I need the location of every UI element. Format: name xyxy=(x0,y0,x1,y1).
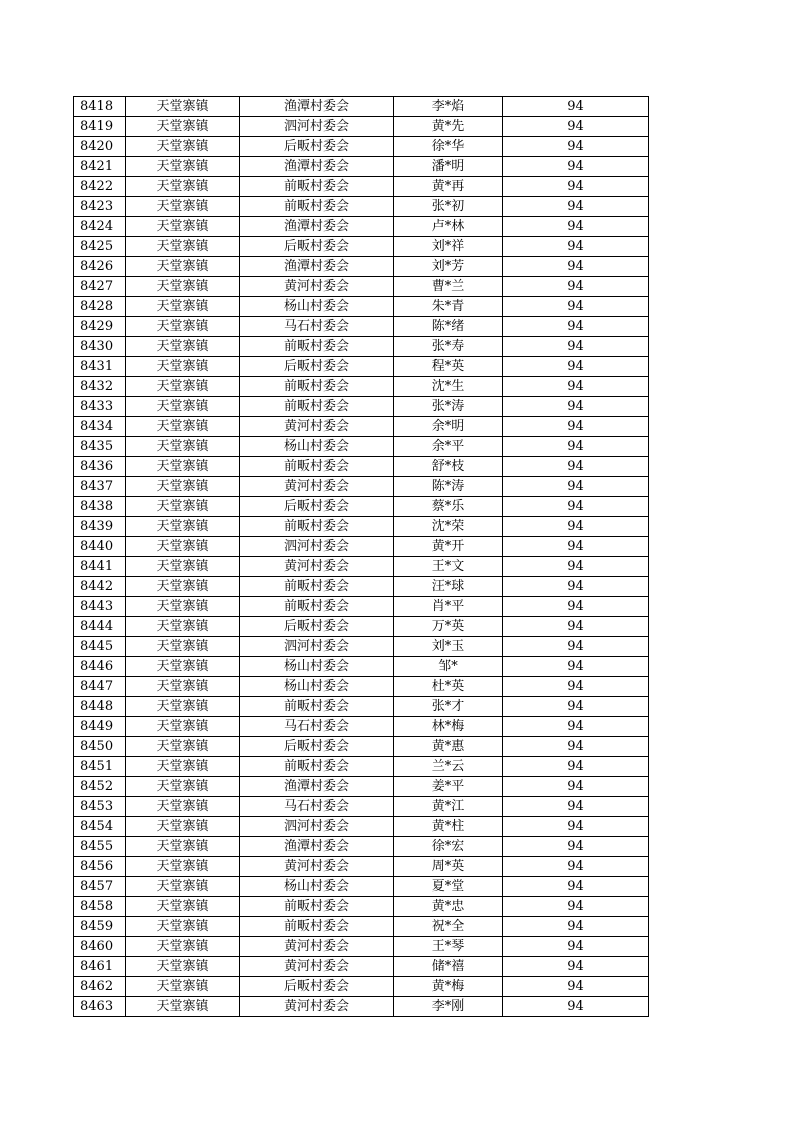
person-name-cell: 夏*堂 xyxy=(394,877,503,897)
score-cell: 94 xyxy=(503,717,649,737)
town-cell: 天堂寨镇 xyxy=(126,397,240,417)
village-committee-cell: 前畈村委会 xyxy=(240,397,394,417)
score-cell: 94 xyxy=(503,537,649,557)
row-number-cell: 8448 xyxy=(74,697,126,717)
row-number-cell: 8449 xyxy=(74,717,126,737)
village-committee-cell: 后畈村委会 xyxy=(240,497,394,517)
table-row xyxy=(74,437,649,457)
person-name-cell: 黄*开 xyxy=(394,537,503,557)
village-committee-cell: 黄河村委会 xyxy=(240,857,394,877)
score-cell: 94 xyxy=(503,157,649,177)
table-row xyxy=(74,477,649,497)
village-committee-cell: 渔潭村委会 xyxy=(240,157,394,177)
score-cell: 94 xyxy=(503,277,649,297)
row-number-cell: 8451 xyxy=(74,757,126,777)
village-committee-cell: 后畈村委会 xyxy=(240,137,394,157)
town-cell: 天堂寨镇 xyxy=(126,457,240,477)
table-row xyxy=(74,537,649,557)
row-number-cell: 8434 xyxy=(74,417,126,437)
row-number-cell: 8460 xyxy=(74,937,126,957)
score-cell: 94 xyxy=(503,397,649,417)
row-number-cell: 8447 xyxy=(74,677,126,697)
row-number-cell: 8420 xyxy=(74,137,126,157)
person-name-cell: 黄*再 xyxy=(394,177,503,197)
row-number-cell: 8444 xyxy=(74,617,126,637)
person-name-cell: 黄*忠 xyxy=(394,897,503,917)
table-row xyxy=(74,917,649,937)
table-row xyxy=(74,837,649,857)
score-cell: 94 xyxy=(503,477,649,497)
table-row xyxy=(74,497,649,517)
row-number-cell: 8453 xyxy=(74,797,126,817)
village-committee-cell: 黄河村委会 xyxy=(240,937,394,957)
row-number-cell: 8435 xyxy=(74,437,126,457)
person-name-cell: 张*才 xyxy=(394,697,503,717)
table-row xyxy=(74,397,649,417)
town-cell: 天堂寨镇 xyxy=(126,957,240,977)
table-row xyxy=(74,217,649,237)
person-name-cell: 王*文 xyxy=(394,557,503,577)
person-name-cell: 王*琴 xyxy=(394,937,503,957)
score-cell: 94 xyxy=(503,137,649,157)
table-row xyxy=(74,97,649,117)
person-name-cell: 程*英 xyxy=(394,357,503,377)
village-committee-cell: 渔潭村委会 xyxy=(240,777,394,797)
score-cell: 94 xyxy=(503,897,649,917)
town-cell: 天堂寨镇 xyxy=(126,657,240,677)
score-cell: 94 xyxy=(503,557,649,577)
person-name-cell: 肖*平 xyxy=(394,597,503,617)
score-cell: 94 xyxy=(503,937,649,957)
row-number-cell: 8463 xyxy=(74,997,126,1017)
row-number-cell: 8431 xyxy=(74,357,126,377)
row-number-cell: 8422 xyxy=(74,177,126,197)
town-cell: 天堂寨镇 xyxy=(126,257,240,277)
town-cell: 天堂寨镇 xyxy=(126,137,240,157)
score-cell: 94 xyxy=(503,697,649,717)
town-cell: 天堂寨镇 xyxy=(126,877,240,897)
table-row xyxy=(74,877,649,897)
person-name-cell: 卢*林 xyxy=(394,217,503,237)
score-cell: 94 xyxy=(503,117,649,137)
table-row xyxy=(74,717,649,737)
score-cell: 94 xyxy=(503,637,649,657)
row-number-cell: 8438 xyxy=(74,497,126,517)
person-name-cell: 陈*涛 xyxy=(394,477,503,497)
table-row xyxy=(74,517,649,537)
row-number-cell: 8427 xyxy=(74,277,126,297)
village-committee-cell: 黄河村委会 xyxy=(240,557,394,577)
village-committee-cell: 前畈村委会 xyxy=(240,517,394,537)
village-committee-cell: 杨山村委会 xyxy=(240,677,394,697)
score-cell: 94 xyxy=(503,677,649,697)
town-cell: 天堂寨镇 xyxy=(126,637,240,657)
village-committee-cell: 泗河村委会 xyxy=(240,117,394,137)
town-cell: 天堂寨镇 xyxy=(126,977,240,997)
row-number-cell: 8456 xyxy=(74,857,126,877)
row-number-cell: 8428 xyxy=(74,297,126,317)
town-cell: 天堂寨镇 xyxy=(126,377,240,397)
town-cell: 天堂寨镇 xyxy=(126,277,240,297)
village-committee-cell: 黄河村委会 xyxy=(240,477,394,497)
town-cell: 天堂寨镇 xyxy=(126,937,240,957)
row-number-cell: 8458 xyxy=(74,897,126,917)
score-cell: 94 xyxy=(503,177,649,197)
table-row xyxy=(74,977,649,997)
person-name-cell: 李*刚 xyxy=(394,997,503,1017)
row-number-cell: 8424 xyxy=(74,217,126,237)
table-row xyxy=(74,757,649,777)
person-name-cell: 曹*兰 xyxy=(394,277,503,297)
table-row xyxy=(74,297,649,317)
score-cell: 94 xyxy=(503,757,649,777)
person-name-cell: 沈*生 xyxy=(394,377,503,397)
score-cell: 94 xyxy=(503,777,649,797)
village-committee-cell: 前畈村委会 xyxy=(240,197,394,217)
town-cell: 天堂寨镇 xyxy=(126,897,240,917)
town-cell: 天堂寨镇 xyxy=(126,357,240,377)
person-name-cell: 陈*绪 xyxy=(394,317,503,337)
table-row xyxy=(74,797,649,817)
town-cell: 天堂寨镇 xyxy=(126,777,240,797)
person-name-cell: 周*英 xyxy=(394,857,503,877)
score-cell: 94 xyxy=(503,917,649,937)
table-row xyxy=(74,577,649,597)
village-committee-cell: 黄河村委会 xyxy=(240,417,394,437)
row-number-cell: 8459 xyxy=(74,917,126,937)
row-number-cell: 8462 xyxy=(74,977,126,997)
town-cell: 天堂寨镇 xyxy=(126,837,240,857)
village-committee-cell: 渔潭村委会 xyxy=(240,217,394,237)
score-cell: 94 xyxy=(503,437,649,457)
row-number-cell: 8429 xyxy=(74,317,126,337)
score-cell: 94 xyxy=(503,797,649,817)
person-name-cell: 潘*明 xyxy=(394,157,503,177)
village-committee-cell: 杨山村委会 xyxy=(240,657,394,677)
table-row xyxy=(74,457,649,477)
score-cell: 94 xyxy=(503,597,649,617)
score-cell: 94 xyxy=(503,237,649,257)
village-committee-cell: 黄河村委会 xyxy=(240,997,394,1017)
person-name-cell: 刘*祥 xyxy=(394,237,503,257)
table-row xyxy=(74,417,649,437)
row-number-cell: 8441 xyxy=(74,557,126,577)
table-row xyxy=(74,237,649,257)
town-cell: 天堂寨镇 xyxy=(126,157,240,177)
person-name-cell: 兰*云 xyxy=(394,757,503,777)
village-committee-cell: 杨山村委会 xyxy=(240,437,394,457)
town-cell: 天堂寨镇 xyxy=(126,797,240,817)
town-cell: 天堂寨镇 xyxy=(126,617,240,637)
row-number-cell: 8461 xyxy=(74,957,126,977)
person-name-cell: 汪*球 xyxy=(394,577,503,597)
village-committee-cell: 后畈村委会 xyxy=(240,617,394,637)
score-cell: 94 xyxy=(503,877,649,897)
score-cell: 94 xyxy=(503,737,649,757)
village-committee-cell: 渔潭村委会 xyxy=(240,837,394,857)
person-name-cell: 黄*先 xyxy=(394,117,503,137)
person-name-cell: 祝*全 xyxy=(394,917,503,937)
person-name-cell: 邹* xyxy=(394,657,503,677)
town-cell: 天堂寨镇 xyxy=(126,437,240,457)
row-number-cell: 8421 xyxy=(74,157,126,177)
town-cell: 天堂寨镇 xyxy=(126,477,240,497)
row-number-cell: 8436 xyxy=(74,457,126,477)
town-cell: 天堂寨镇 xyxy=(126,317,240,337)
row-number-cell: 8432 xyxy=(74,377,126,397)
score-cell: 94 xyxy=(503,957,649,977)
score-cell: 94 xyxy=(503,517,649,537)
village-committee-cell: 黄河村委会 xyxy=(240,277,394,297)
score-cell: 94 xyxy=(503,837,649,857)
person-name-cell: 刘*芳 xyxy=(394,257,503,277)
person-name-cell: 杜*英 xyxy=(394,677,503,697)
town-cell: 天堂寨镇 xyxy=(126,917,240,937)
table-row xyxy=(74,197,649,217)
table-row xyxy=(74,557,649,577)
town-cell: 天堂寨镇 xyxy=(126,97,240,117)
table-row xyxy=(74,617,649,637)
person-name-cell: 沈*荣 xyxy=(394,517,503,537)
table-row xyxy=(74,737,649,757)
town-cell: 天堂寨镇 xyxy=(126,597,240,617)
row-number-cell: 8443 xyxy=(74,597,126,617)
row-number-cell: 8440 xyxy=(74,537,126,557)
town-cell: 天堂寨镇 xyxy=(126,117,240,137)
person-name-cell: 黄*柱 xyxy=(394,817,503,837)
table-row xyxy=(74,677,649,697)
person-name-cell: 黄*惠 xyxy=(394,737,503,757)
town-cell: 天堂寨镇 xyxy=(126,997,240,1017)
person-name-cell: 姜*平 xyxy=(394,777,503,797)
town-cell: 天堂寨镇 xyxy=(126,817,240,837)
score-cell: 94 xyxy=(503,357,649,377)
person-name-cell: 黄*江 xyxy=(394,797,503,817)
town-cell: 天堂寨镇 xyxy=(126,297,240,317)
person-name-cell: 储*禧 xyxy=(394,957,503,977)
village-committee-cell: 泗河村委会 xyxy=(240,637,394,657)
person-name-cell: 余*明 xyxy=(394,417,503,437)
score-cell: 94 xyxy=(503,577,649,597)
row-number-cell: 8425 xyxy=(74,237,126,257)
village-committee-cell: 黄河村委会 xyxy=(240,957,394,977)
score-cell: 94 xyxy=(503,377,649,397)
table-row xyxy=(74,157,649,177)
person-name-cell: 余*平 xyxy=(394,437,503,457)
town-cell: 天堂寨镇 xyxy=(126,537,240,557)
row-number-cell: 8439 xyxy=(74,517,126,537)
score-cell: 94 xyxy=(503,417,649,437)
table-row xyxy=(74,377,649,397)
table-row xyxy=(74,637,649,657)
score-cell: 94 xyxy=(503,257,649,277)
village-committee-cell: 前畈村委会 xyxy=(240,577,394,597)
table-row xyxy=(74,957,649,977)
score-cell: 94 xyxy=(503,197,649,217)
village-committee-cell: 前畈村委会 xyxy=(240,337,394,357)
score-cell: 94 xyxy=(503,317,649,337)
person-name-cell: 徐*华 xyxy=(394,137,503,157)
table-row xyxy=(74,137,649,157)
table-row xyxy=(74,937,649,957)
row-number-cell: 8445 xyxy=(74,637,126,657)
score-cell: 94 xyxy=(503,457,649,477)
town-cell: 天堂寨镇 xyxy=(126,217,240,237)
town-cell: 天堂寨镇 xyxy=(126,337,240,357)
score-cell: 94 xyxy=(503,617,649,637)
town-cell: 天堂寨镇 xyxy=(126,677,240,697)
table-row xyxy=(74,997,649,1017)
village-committee-cell: 前畈村委会 xyxy=(240,897,394,917)
town-cell: 天堂寨镇 xyxy=(126,177,240,197)
row-number-cell: 8430 xyxy=(74,337,126,357)
row-number-cell: 8446 xyxy=(74,657,126,677)
person-name-cell: 黄*梅 xyxy=(394,977,503,997)
row-number-cell: 8419 xyxy=(74,117,126,137)
village-committee-cell: 马石村委会 xyxy=(240,717,394,737)
person-name-cell: 刘*玉 xyxy=(394,637,503,657)
village-committee-cell: 马石村委会 xyxy=(240,797,394,817)
records-table xyxy=(73,96,649,1017)
table-row xyxy=(74,117,649,137)
person-name-cell: 张*涛 xyxy=(394,397,503,417)
village-committee-cell: 前畈村委会 xyxy=(240,177,394,197)
town-cell: 天堂寨镇 xyxy=(126,857,240,877)
town-cell: 天堂寨镇 xyxy=(126,737,240,757)
person-name-cell: 蔡*乐 xyxy=(394,497,503,517)
village-committee-cell: 前畈村委会 xyxy=(240,917,394,937)
table-row xyxy=(74,777,649,797)
row-number-cell: 8454 xyxy=(74,817,126,837)
village-committee-cell: 后畈村委会 xyxy=(240,237,394,257)
row-number-cell: 8426 xyxy=(74,257,126,277)
records-table-body xyxy=(74,97,649,1017)
table-row xyxy=(74,357,649,377)
person-name-cell: 舒*枝 xyxy=(394,457,503,477)
village-committee-cell: 渔潭村委会 xyxy=(240,257,394,277)
town-cell: 天堂寨镇 xyxy=(126,557,240,577)
row-number-cell: 8455 xyxy=(74,837,126,857)
score-cell: 94 xyxy=(503,337,649,357)
score-cell: 94 xyxy=(503,977,649,997)
table-row xyxy=(74,257,649,277)
row-number-cell: 8457 xyxy=(74,877,126,897)
row-number-cell: 8442 xyxy=(74,577,126,597)
score-cell: 94 xyxy=(503,297,649,317)
village-committee-cell: 马石村委会 xyxy=(240,317,394,337)
village-committee-cell: 前畈村委会 xyxy=(240,597,394,617)
row-number-cell: 8450 xyxy=(74,737,126,757)
person-name-cell: 林*梅 xyxy=(394,717,503,737)
town-cell: 天堂寨镇 xyxy=(126,757,240,777)
town-cell: 天堂寨镇 xyxy=(126,517,240,537)
score-cell: 94 xyxy=(503,657,649,677)
table-row xyxy=(74,597,649,617)
village-committee-cell: 杨山村委会 xyxy=(240,877,394,897)
village-committee-cell: 后畈村委会 xyxy=(240,357,394,377)
table-row xyxy=(74,337,649,357)
person-name-cell: 李*焰 xyxy=(394,97,503,117)
village-committee-cell: 后畈村委会 xyxy=(240,977,394,997)
village-committee-cell: 渔潭村委会 xyxy=(240,97,394,117)
town-cell: 天堂寨镇 xyxy=(126,197,240,217)
score-cell: 94 xyxy=(503,217,649,237)
town-cell: 天堂寨镇 xyxy=(126,417,240,437)
table-row xyxy=(74,817,649,837)
town-cell: 天堂寨镇 xyxy=(126,577,240,597)
town-cell: 天堂寨镇 xyxy=(126,497,240,517)
village-committee-cell: 前畈村委会 xyxy=(240,757,394,777)
person-name-cell: 万*英 xyxy=(394,617,503,637)
table-row xyxy=(74,277,649,297)
row-number-cell: 8452 xyxy=(74,777,126,797)
table-row xyxy=(74,697,649,717)
village-committee-cell: 泗河村委会 xyxy=(240,817,394,837)
score-cell: 94 xyxy=(503,857,649,877)
person-name-cell: 徐*宏 xyxy=(394,837,503,857)
town-cell: 天堂寨镇 xyxy=(126,237,240,257)
score-cell: 94 xyxy=(503,497,649,517)
town-cell: 天堂寨镇 xyxy=(126,697,240,717)
person-name-cell: 朱*青 xyxy=(394,297,503,317)
village-committee-cell: 泗河村委会 xyxy=(240,537,394,557)
person-name-cell: 张*寿 xyxy=(394,337,503,357)
score-cell: 94 xyxy=(503,817,649,837)
town-cell: 天堂寨镇 xyxy=(126,717,240,737)
row-number-cell: 8423 xyxy=(74,197,126,217)
village-committee-cell: 前畈村委会 xyxy=(240,377,394,397)
table-row xyxy=(74,657,649,677)
table-row xyxy=(74,857,649,877)
row-number-cell: 8418 xyxy=(74,97,126,117)
village-committee-cell: 后畈村委会 xyxy=(240,737,394,757)
village-committee-cell: 杨山村委会 xyxy=(240,297,394,317)
table-row xyxy=(74,177,649,197)
table-row xyxy=(74,317,649,337)
person-name-cell: 张*初 xyxy=(394,197,503,217)
table-row xyxy=(74,897,649,917)
row-number-cell: 8437 xyxy=(74,477,126,497)
village-committee-cell: 前畈村委会 xyxy=(240,457,394,477)
score-cell: 94 xyxy=(503,97,649,117)
row-number-cell: 8433 xyxy=(74,397,126,417)
village-committee-cell: 前畈村委会 xyxy=(240,697,394,717)
score-cell: 94 xyxy=(503,997,649,1017)
